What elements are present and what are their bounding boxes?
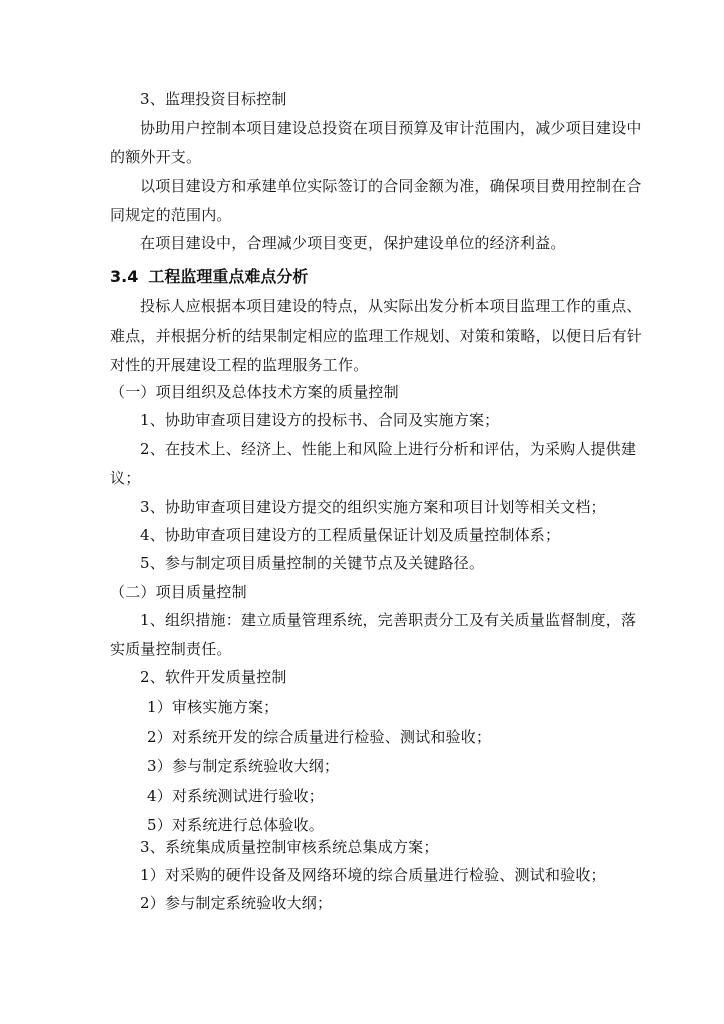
- subsection-2-item-2: 2、软件开发质量控制: [140, 668, 287, 686]
- section-number: 3.4: [110, 267, 139, 286]
- subsection-1-item-2-line-1: 2、在技术上、经济上、性能上和风险上进行分析和评估，为采购人提供建: [140, 440, 637, 458]
- integration-sub-item-2: 2）参与制定系统验收大纲；: [140, 894, 333, 912]
- investment-paragraph-2-line-1: 以项目建设方和承建单位实际签订的合同金额为准，确保项目费用控制在合: [140, 177, 642, 195]
- subsection-1-item-3: 3、协助审查项目建设方提交的组织实施方案和项目计划等相关文档；: [140, 498, 606, 516]
- investment-paragraph-3: 在项目建设中，合理减少项目变更，保护建设单位的经济利益。: [140, 234, 566, 252]
- software-sub-item-2: 2）对系统开发的综合质量进行检验、测试和验收；: [147, 728, 492, 746]
- integration-sub-item-1: 1）对采购的硬件设备及网络环境的综合质量进行检验、测试和验收；: [140, 866, 606, 884]
- subsection-2-item-3: 3、系统集成质量控制审核系统总集成方案；: [140, 838, 439, 856]
- software-sub-item-4: 4）对系统测试进行验收；: [147, 787, 324, 805]
- investment-paragraph-1-line-1: 协助用户控制本项目建设总投资在项目预算及审计范围内，减少项目建设中: [140, 119, 642, 137]
- software-sub-item-1: 1）审核实施方案；: [147, 698, 279, 716]
- intro-line-2: 难点，并根据分析的结果制定相应的监理工作规划、对策和策略，以便日后有针: [110, 327, 643, 345]
- investment-paragraph-1-line-2: 的额外开支。: [110, 148, 202, 166]
- software-sub-item-5: 5）对系统进行总体验收。: [147, 816, 324, 834]
- investment-paragraph-2-line-2: 同规定的范围内。: [110, 206, 232, 224]
- item-investment-control-title: 3、监理投资目标控制: [140, 90, 287, 108]
- subsection-1-item-2-line-2: 议；: [110, 469, 141, 487]
- subsection-1-title: （一）项目组织及总体技术方案的质量控制: [110, 383, 399, 401]
- subsection-2-item-1-line-2: 实质量控制责任。: [110, 640, 232, 658]
- subsection-1-item-5: 5、参与制定项目质量控制的关键节点及关键路径。: [140, 554, 485, 572]
- subsection-2-item-1-line-1: 1、组织措施：建立质量管理系统，完善职责分工及有关质量监督制度，落: [140, 611, 637, 629]
- section-title: 工程监理重点难点分析: [148, 267, 309, 286]
- subsection-2-title: （二）项目质量控制: [110, 583, 247, 601]
- section-heading: [110, 267, 308, 287]
- intro-line-3: 对性的开展建设工程的监理服务工作。: [110, 356, 369, 374]
- intro-line-1: 投标人应根据本项目建设的特点，从实际出发分析本项目监理工作的重点、: [140, 297, 642, 315]
- software-sub-item-3: 3）参与制定系统验收大纲；: [147, 757, 340, 775]
- subsection-1-item-1: 1、协助审查项目建设方的投标书、合同及实施方案；: [140, 411, 500, 429]
- subsection-1-item-4: 4、协助审查项目建设方的工程质量保证计划及质量控制体系；: [140, 526, 561, 544]
